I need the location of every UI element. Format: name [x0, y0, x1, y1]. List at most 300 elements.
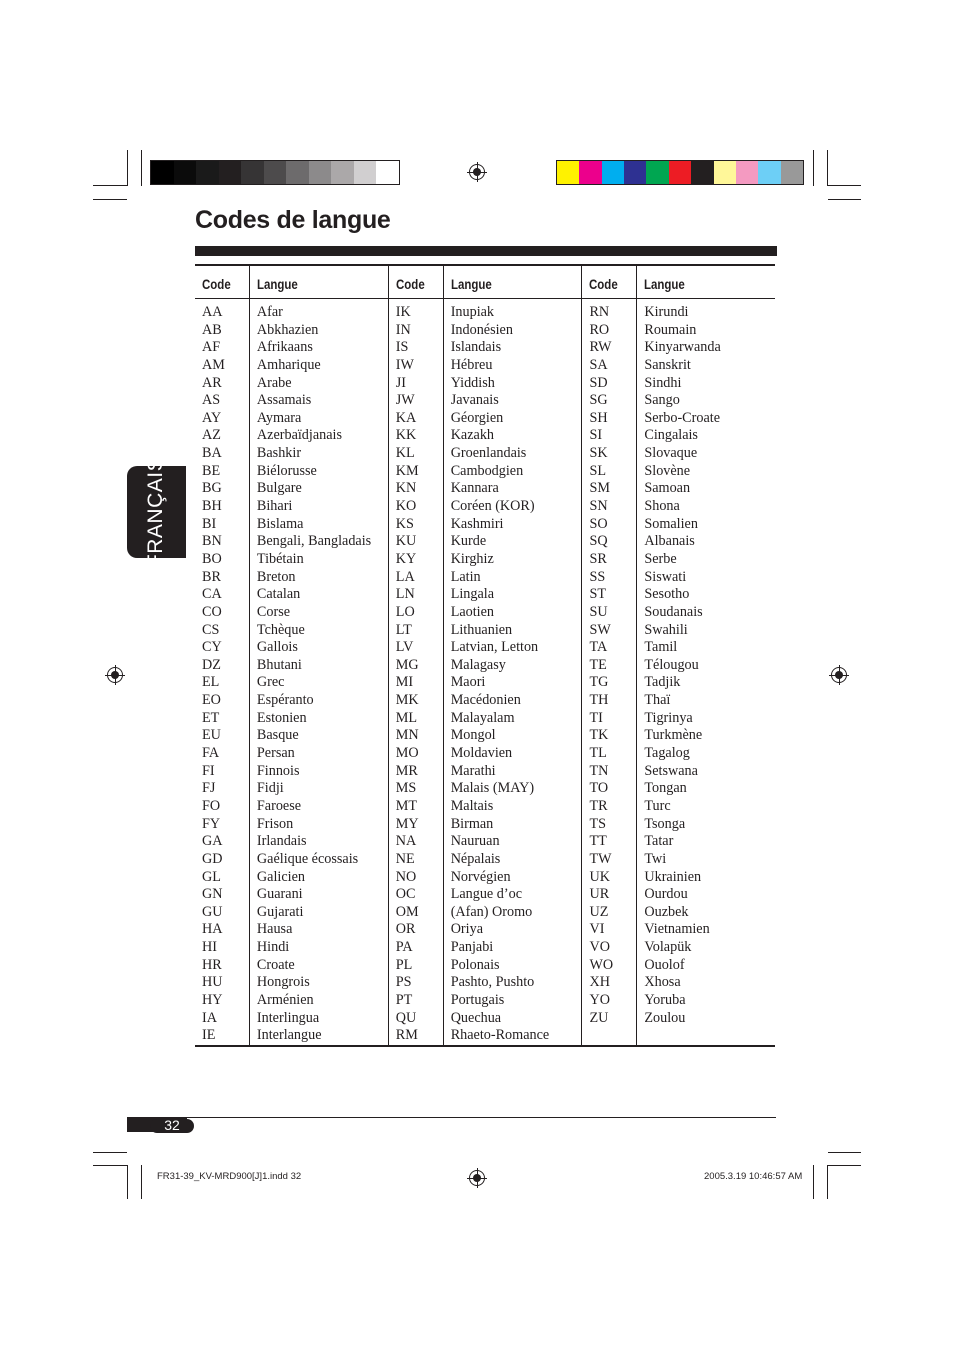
- language-name: Espéranto: [256, 692, 314, 709]
- registration-mark-icon: [469, 1170, 485, 1186]
- language-name: Moldavien: [450, 745, 513, 762]
- language-name: Samoan: [644, 480, 691, 497]
- language-name: Twi: [644, 850, 667, 867]
- language-name: Tchèque: [256, 621, 305, 638]
- language-name: Xhosa: [644, 974, 681, 991]
- language-name: Sango: [644, 392, 680, 409]
- language-code: TK: [589, 727, 609, 744]
- crop-mark: [93, 1152, 127, 1153]
- language-name: Bashkir: [256, 445, 302, 462]
- crop-mark: [93, 1165, 127, 1166]
- language-code: KS: [395, 515, 414, 532]
- side-tab-label: FRANÇAIS: [144, 456, 168, 568]
- language-name: Panjabi: [450, 939, 494, 956]
- header-code-2: Code: [388, 265, 443, 299]
- language-name: Aymara: [256, 409, 302, 426]
- language-column-3: [637, 299, 775, 1046]
- language-code: SQ: [589, 533, 608, 550]
- language-code: VI: [589, 921, 605, 938]
- language-code: AY: [202, 409, 222, 426]
- language-name: Norvégien: [450, 868, 511, 885]
- color-swatch: [781, 161, 803, 184]
- language-code: MS: [395, 780, 417, 797]
- language-name: Groenlandais: [450, 445, 527, 462]
- language-code: NA: [395, 833, 417, 850]
- language-code: UZ: [589, 903, 609, 920]
- language-code: PS: [395, 974, 412, 991]
- language-code: ZU: [589, 1009, 609, 1026]
- language-name: Slovaque: [644, 445, 698, 462]
- language-name: Tatar: [644, 833, 674, 850]
- table-body-row: [195, 299, 775, 1046]
- language-code: VO: [589, 939, 610, 956]
- language-name: Serbo-Croate: [644, 409, 721, 426]
- language-name: Nauruan: [450, 833, 500, 850]
- language-code: MG: [395, 656, 419, 673]
- language-code: IW: [395, 356, 414, 373]
- language-name: Arabe: [256, 374, 292, 391]
- language-code: BN: [202, 533, 222, 550]
- language-code: KM: [395, 462, 419, 479]
- language-name: Maltais: [450, 797, 494, 814]
- language-code: KL: [395, 445, 415, 462]
- language-code: CS: [202, 621, 220, 638]
- crop-mark: [93, 199, 127, 200]
- language-name: Indonésien: [450, 321, 513, 338]
- language-name: Volapük: [644, 939, 692, 956]
- language-code: KN: [395, 480, 417, 497]
- language-code: TN: [589, 762, 609, 779]
- language-code: SD: [589, 374, 608, 391]
- color-swatch: [736, 161, 758, 184]
- language-code: NE: [395, 850, 415, 867]
- language-name: Marathi: [450, 762, 496, 779]
- color-swatch: [264, 161, 287, 184]
- footer-rule: [127, 1117, 776, 1118]
- language-code: XH: [589, 974, 610, 991]
- language-code: MR: [395, 762, 418, 779]
- language-code: DZ: [202, 656, 221, 673]
- language-name: Ukrainien: [644, 868, 702, 885]
- language-name: Albanais: [644, 533, 695, 550]
- language-code: TA: [589, 639, 608, 656]
- language-name: Thaï: [644, 692, 671, 709]
- language-name: Pashto, Pushto: [450, 974, 535, 991]
- language-code: AS: [202, 392, 221, 409]
- language-name: Sesotho: [644, 586, 690, 603]
- language-code: BE: [202, 462, 221, 479]
- language-code: MO: [395, 745, 419, 762]
- crop-mark: [141, 150, 142, 186]
- language-name: Gallois: [256, 639, 298, 656]
- language-name: Persan: [256, 745, 295, 762]
- language-name: Bhutani: [256, 656, 302, 673]
- language-code: TE: [589, 656, 607, 673]
- header-language-2: Langue: [443, 265, 582, 299]
- language-code: ML: [395, 709, 418, 726]
- language-name: Bislama: [256, 515, 304, 532]
- language-code: WO: [589, 956, 614, 973]
- language-code: LV: [395, 639, 414, 656]
- language-code: PT: [395, 991, 413, 1008]
- language-name: Zoulou: [644, 1009, 686, 1026]
- language-code: GN: [202, 886, 223, 903]
- language-name: Islandais: [450, 339, 502, 356]
- color-swatch: [196, 161, 219, 184]
- language-code: GA: [202, 833, 223, 850]
- language-column-2: [443, 299, 582, 1046]
- language-name: Assamais: [256, 392, 312, 409]
- language-code: OC: [395, 886, 416, 903]
- language-code: SN: [589, 498, 608, 515]
- color-swatch: [309, 161, 332, 184]
- language-code: IK: [395, 304, 411, 320]
- language-code: SU: [589, 603, 608, 620]
- language-code: BH: [202, 498, 222, 515]
- language-code: SW: [589, 621, 611, 638]
- language-code: UK: [589, 868, 610, 885]
- language-name: Turkmène: [644, 727, 703, 744]
- language-code: IE: [202, 1027, 216, 1044]
- header-code-1: Code: [195, 265, 249, 299]
- language-name: Basque: [256, 727, 299, 744]
- language-code: SI: [589, 427, 603, 444]
- language-name: Bihari: [256, 498, 293, 515]
- language-code: BA: [202, 445, 222, 462]
- language-name: Kirghiz: [450, 550, 494, 567]
- color-calibration-bar: [556, 160, 804, 185]
- language-name: Tibétain: [256, 550, 304, 567]
- language-code: SS: [589, 568, 606, 585]
- language-code: HA: [202, 921, 223, 938]
- language-name: Frison: [256, 815, 294, 832]
- language-code: TT: [589, 833, 607, 850]
- language-name: Rhaeto-Romance: [450, 1027, 550, 1044]
- language-code: TH: [589, 692, 609, 709]
- language-name: Lingala: [450, 586, 495, 603]
- language-name: Sindhi: [644, 374, 682, 391]
- crop-mark: [827, 1165, 828, 1199]
- language-code: KO: [395, 498, 417, 515]
- language-name: Malayalam: [450, 709, 515, 726]
- color-swatch: [624, 161, 646, 184]
- crop-mark: [828, 1165, 861, 1166]
- language-code: EO: [202, 692, 221, 709]
- language-name: Inupiak: [450, 304, 495, 320]
- crop-mark: [813, 1165, 814, 1199]
- language-code: YO: [589, 991, 610, 1008]
- language-name: Kurde: [450, 533, 487, 550]
- language-code: IN: [395, 321, 411, 338]
- language-name: Serbe: [644, 550, 677, 567]
- language-code: BO: [202, 550, 222, 567]
- language-code: AB: [202, 321, 222, 338]
- language-name: Quechua: [450, 1009, 502, 1026]
- language-code: HU: [202, 974, 223, 991]
- language-name: Langue d’oc: [450, 886, 522, 903]
- crop-mark: [93, 185, 127, 186]
- language-name: Macédonien: [450, 692, 521, 709]
- registration-mark-icon: [831, 667, 847, 683]
- language-code: OR: [395, 921, 416, 938]
- language-code: AR: [202, 374, 222, 391]
- language-code: AZ: [202, 427, 221, 444]
- language-name: Laotien: [450, 603, 495, 620]
- header-language-3: Langue: [637, 265, 775, 299]
- language-code: UR: [589, 886, 610, 903]
- language-name: Afrikaans: [256, 339, 313, 356]
- language-code: SO: [589, 515, 608, 532]
- language-code: TS: [589, 815, 607, 832]
- color-swatch: [646, 161, 668, 184]
- code-column-3: [582, 299, 637, 1046]
- language-name: Interlangue: [256, 1027, 322, 1044]
- language-code: TI: [589, 709, 603, 726]
- language-code: FO: [202, 797, 221, 814]
- language-code: TO: [589, 780, 609, 797]
- crop-mark: [828, 199, 861, 200]
- language-name: Finnois: [256, 762, 300, 779]
- header-code-3: Code: [582, 265, 637, 299]
- language-code: BG: [202, 480, 222, 497]
- language-code: HI: [202, 939, 217, 956]
- language-code: AM: [202, 356, 225, 373]
- language-code: MN: [395, 727, 419, 744]
- table-header-row: [195, 265, 775, 299]
- crop-mark: [828, 1152, 861, 1153]
- language-code: OM: [395, 903, 419, 920]
- language-name: Breton: [256, 568, 296, 585]
- language-code: TG: [589, 674, 609, 691]
- language-code: QU: [395, 1009, 417, 1026]
- language-name: Lithuanien: [450, 621, 513, 638]
- language-name: Irlandais: [256, 833, 307, 850]
- language-code: RN: [589, 304, 610, 320]
- language-name: Shona: [644, 498, 680, 515]
- language-name: Grec: [256, 674, 285, 691]
- language-code-table: [195, 264, 775, 1047]
- language-name: Hongrois: [256, 974, 310, 991]
- language-name: Latin: [450, 568, 481, 585]
- language-name: Biélorusse: [256, 462, 317, 479]
- language-name: Gujarati: [256, 903, 304, 920]
- crop-mark: [127, 1165, 128, 1199]
- language-name: Kinyarwanda: [644, 339, 721, 356]
- code-column-2: [388, 299, 443, 1046]
- language-name: Hausa: [256, 921, 293, 938]
- color-swatch: [354, 161, 377, 184]
- language-name: Tadjik: [644, 674, 681, 691]
- language-name: Polonais: [450, 956, 500, 973]
- language-name: Croate: [256, 956, 295, 973]
- language-code: KY: [395, 550, 417, 567]
- language-code: MI: [395, 674, 414, 691]
- language-code: IA: [202, 1009, 217, 1026]
- registration-mark-icon: [107, 667, 123, 683]
- language-code: RW: [589, 339, 612, 356]
- page-title: Codes de langue: [195, 206, 391, 234]
- color-swatch: [241, 161, 264, 184]
- grayscale-calibration-bar: [150, 160, 400, 185]
- language-name: Somalien: [644, 515, 698, 532]
- language-name: Kannara: [450, 480, 499, 497]
- language-name: Turc: [644, 797, 671, 814]
- color-swatch: [174, 161, 197, 184]
- color-swatch: [557, 161, 579, 184]
- language-name: Gaélique écossais: [256, 850, 359, 867]
- language-name: Latvian, Letton: [450, 639, 539, 656]
- language-name: Cingalais: [644, 427, 698, 444]
- language-name: Mongol: [450, 727, 496, 744]
- language-name: Maori: [450, 674, 486, 691]
- language-code: MT: [395, 797, 418, 814]
- side-tab-label-wrapper: [127, 456, 186, 568]
- language-name: Bulgare: [256, 480, 302, 497]
- language-name: Coréen (KOR): [450, 498, 535, 515]
- language-code: CA: [202, 586, 222, 603]
- language-name: Birman: [450, 815, 494, 832]
- language-name: Roumain: [644, 321, 697, 338]
- crop-mark: [813, 150, 814, 186]
- language-name: Tamil: [644, 639, 678, 656]
- crop-mark: [141, 1165, 142, 1199]
- language-code: NO: [395, 868, 417, 885]
- language-code: SK: [589, 445, 608, 462]
- language-name: Galicien: [256, 868, 305, 885]
- language-name: Kashmiri: [450, 515, 504, 532]
- language-name: Portugais: [450, 991, 505, 1008]
- language-name: Ourdou: [644, 886, 688, 903]
- color-swatch: [376, 161, 399, 184]
- language-code: TL: [589, 745, 607, 762]
- language-name: Faroese: [256, 797, 302, 814]
- crop-mark: [827, 150, 828, 186]
- title-rule: [195, 246, 777, 256]
- language-code: PL: [395, 956, 413, 973]
- registration-mark-icon: [469, 164, 485, 180]
- language-code: MY: [395, 815, 419, 832]
- language-code: GD: [202, 850, 223, 867]
- language-code: AA: [202, 304, 223, 320]
- color-swatch: [331, 161, 354, 184]
- language-code: HY: [202, 991, 223, 1008]
- language-name: Tagalog: [644, 745, 690, 762]
- language-name: Ouolof: [644, 956, 685, 973]
- language-name: Bengali, Bangladais: [256, 533, 372, 550]
- language-name: Afar: [256, 304, 283, 320]
- language-name: Malais (MAY): [450, 780, 535, 797]
- language-code: SG: [589, 392, 608, 409]
- language-code: ET: [202, 709, 220, 726]
- language-name: Corse: [256, 603, 291, 620]
- language-name: Géorgien: [450, 409, 504, 426]
- color-swatch: [286, 161, 309, 184]
- language-name: Slovène: [644, 462, 691, 479]
- language-code: PA: [395, 939, 413, 956]
- language-code: ST: [589, 586, 607, 603]
- language-code: JI: [395, 374, 407, 391]
- language-name: Yoruba: [644, 991, 686, 1008]
- language-code: LO: [395, 603, 415, 620]
- language-code: CY: [202, 639, 222, 656]
- language-name: Soudanais: [644, 603, 703, 620]
- language-name: Fidji: [256, 780, 284, 797]
- language-name: Népalais: [450, 850, 501, 867]
- language-name: Kirundi: [644, 304, 689, 320]
- language-code: SL: [589, 462, 607, 479]
- color-swatch: [151, 161, 174, 184]
- language-name: Télougou: [644, 656, 699, 673]
- language-name: Amharique: [256, 356, 321, 373]
- language-name: Setswana: [644, 762, 698, 779]
- language-code: SH: [589, 409, 608, 426]
- language-code: SA: [589, 356, 608, 373]
- language-code: CO: [202, 603, 222, 620]
- language-name: Estonien: [256, 709, 307, 726]
- language-column-1: [249, 299, 388, 1046]
- language-name: Arménien: [256, 991, 314, 1008]
- language-code: LN: [395, 586, 415, 603]
- language-name: Catalan: [256, 586, 301, 603]
- language-name: Swahili: [644, 621, 688, 638]
- language-code: EL: [202, 674, 220, 691]
- language-name: Hindi: [256, 939, 290, 956]
- language-name: Guarani: [256, 886, 303, 903]
- slug-timestamp: 2005.3.19 10:46:57 AM: [704, 1171, 803, 1182]
- page-number: 32: [164, 1117, 180, 1133]
- language-code: IS: [395, 339, 409, 356]
- language-code: RO: [589, 321, 610, 338]
- language-name: Malagasy: [450, 656, 506, 673]
- language-name: (Afan) Oromo: [450, 903, 533, 920]
- language-code: KK: [395, 427, 417, 444]
- language-name: Azerbaïdjanais: [256, 427, 342, 444]
- language-name: Oriya: [450, 921, 483, 938]
- color-swatch: [758, 161, 780, 184]
- language-name: Yiddish: [450, 374, 495, 391]
- language-name: Cambodgien: [450, 462, 524, 479]
- language-name: Tigrinya: [644, 709, 693, 726]
- color-swatch: [714, 161, 736, 184]
- language-name: Tongan: [644, 780, 687, 797]
- language-code: MK: [395, 692, 419, 709]
- language-code: AF: [202, 339, 221, 356]
- language-code: EU: [202, 727, 221, 744]
- language-code: HR: [202, 956, 222, 973]
- language-code: RM: [395, 1027, 418, 1044]
- language-code: FI: [202, 762, 215, 779]
- header-language-1: Langue: [249, 265, 388, 299]
- language-code: LA: [395, 568, 415, 585]
- color-swatch: [691, 161, 713, 184]
- language-code: LT: [395, 621, 412, 638]
- language-code: SR: [589, 550, 607, 567]
- language-code: TR: [589, 797, 608, 814]
- language-code: SM: [589, 480, 610, 497]
- language-code: BI: [202, 515, 217, 532]
- language-name: Siswati: [644, 568, 687, 585]
- language-name: Javanais: [450, 392, 499, 409]
- slug-file-info: FR31-39_KV-MRD900[J]1.indd 32: [157, 1171, 302, 1182]
- color-swatch: [602, 161, 624, 184]
- language-name: Interlingua: [256, 1009, 320, 1026]
- language-name: Tsonga: [644, 815, 686, 832]
- language-code: TW: [589, 850, 612, 867]
- language-code: JW: [395, 392, 415, 409]
- language-name: Ouzbek: [644, 903, 689, 920]
- language-code: FA: [202, 745, 220, 762]
- language-code: KU: [395, 533, 417, 550]
